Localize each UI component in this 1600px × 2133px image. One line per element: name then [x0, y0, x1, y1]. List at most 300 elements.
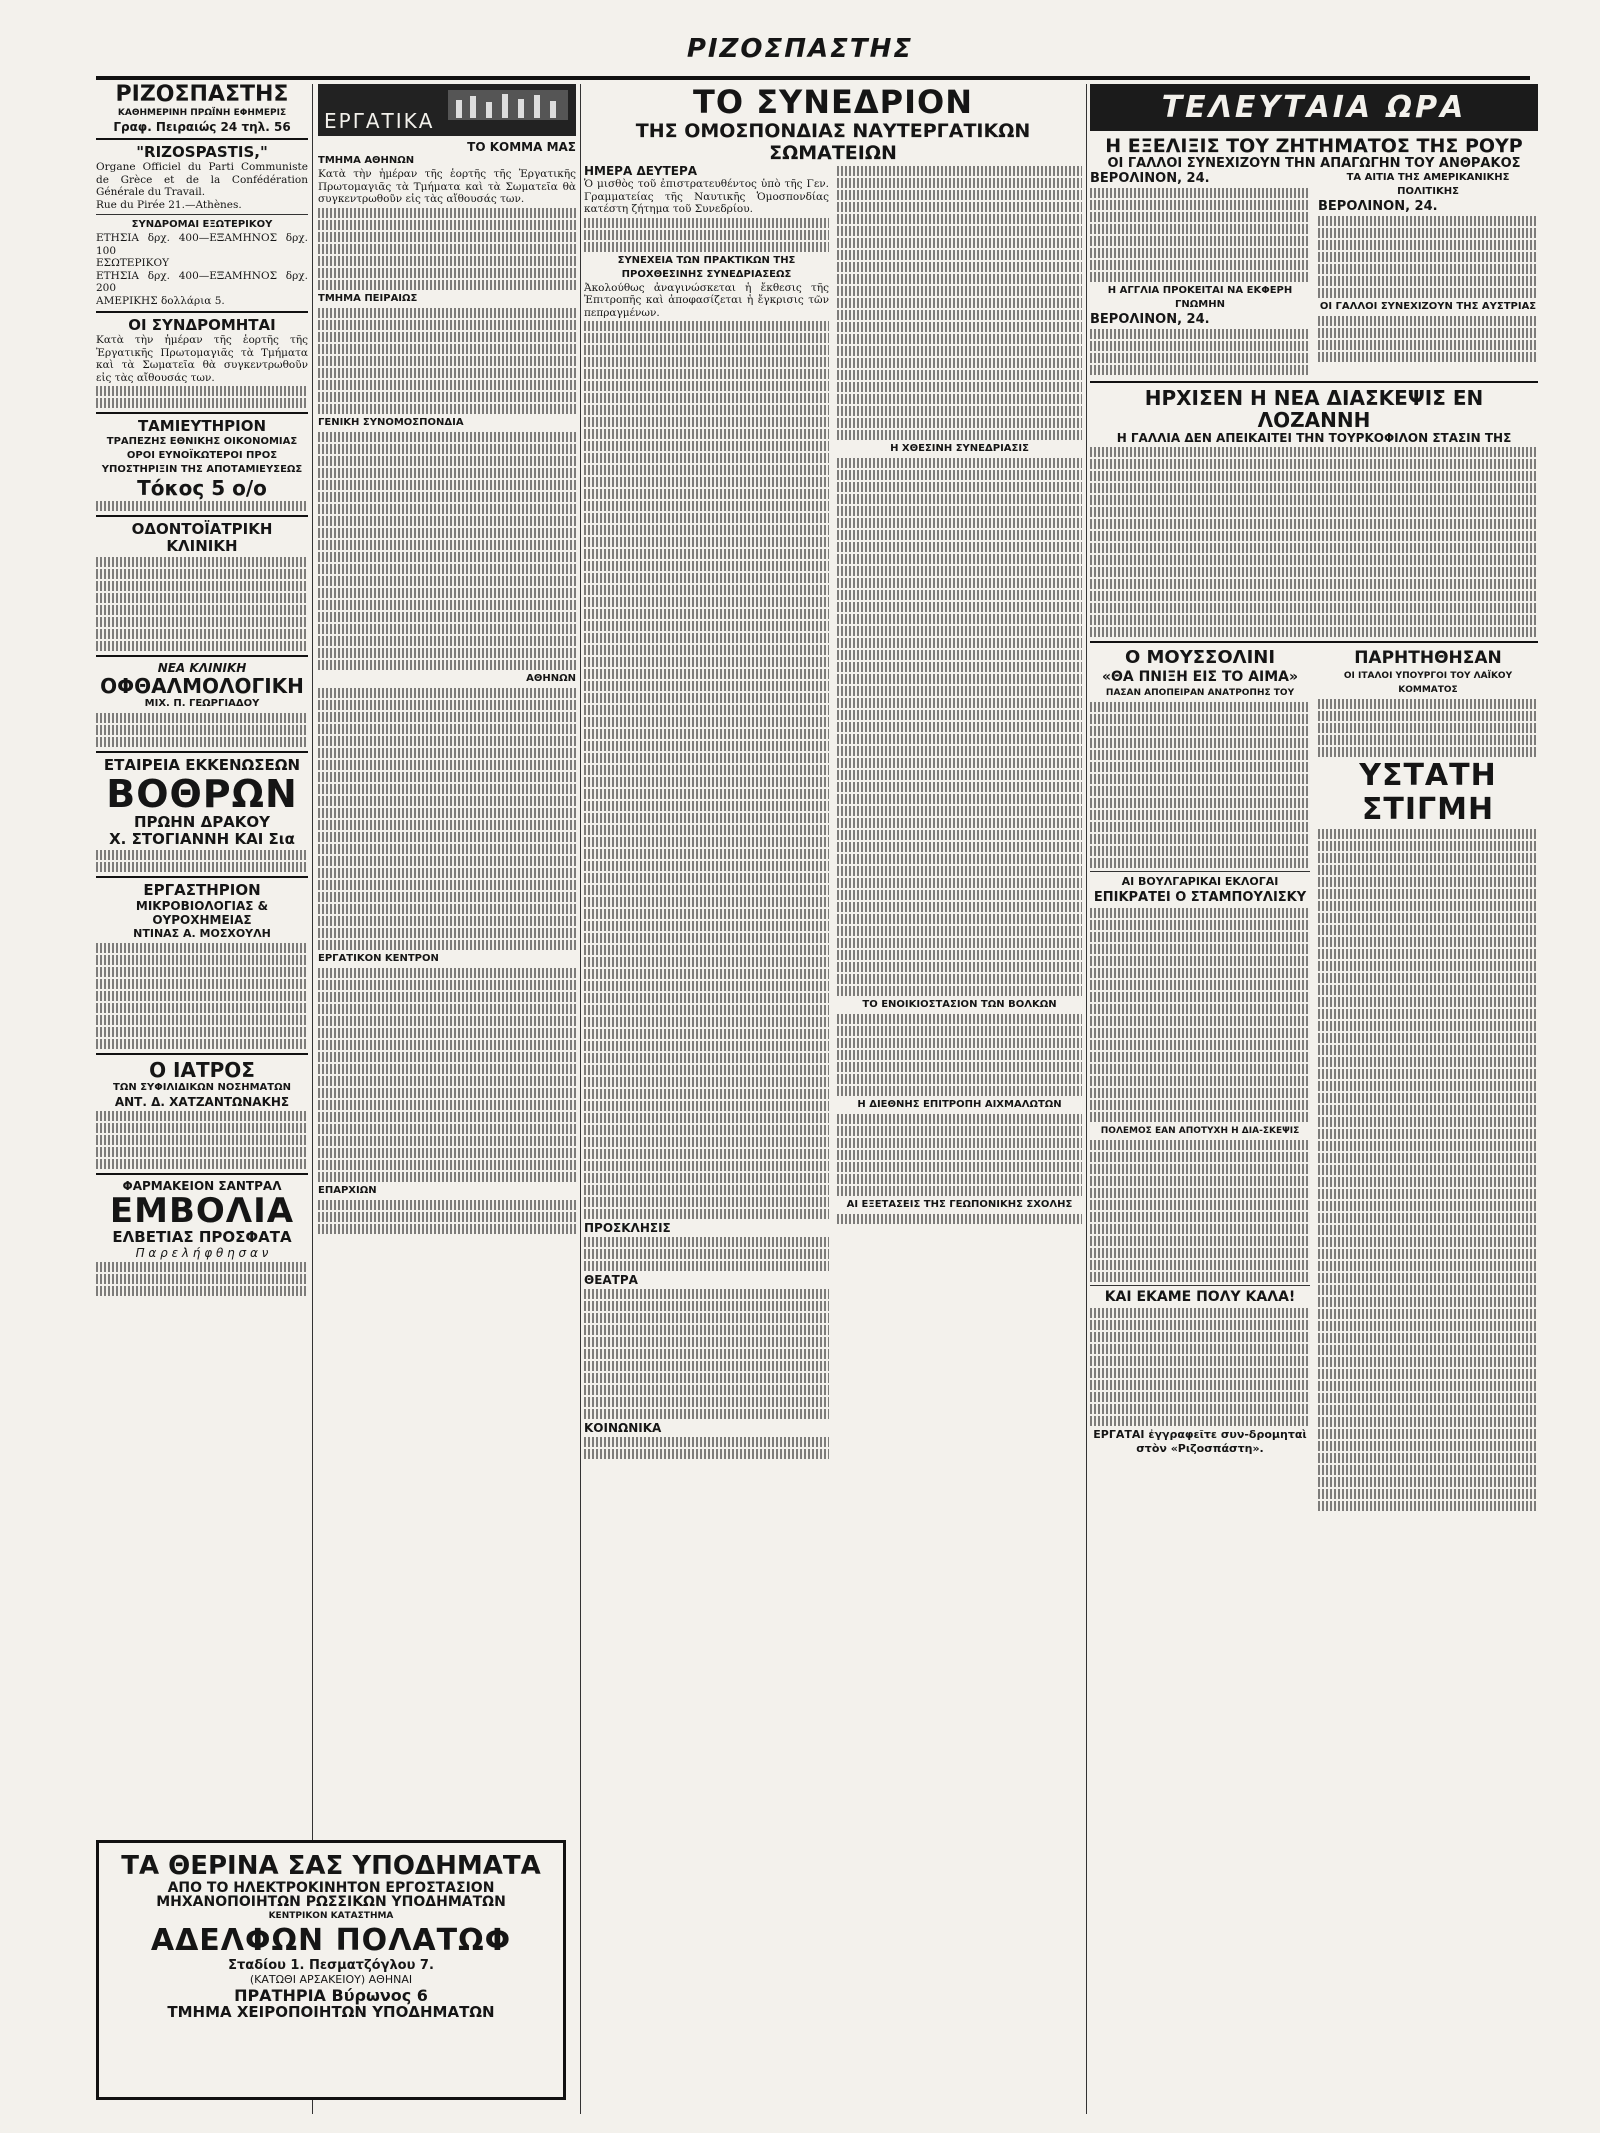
text-block — [96, 1015, 308, 1025]
text-block — [584, 849, 829, 859]
col4-h-gallia: Η ΓΑΛΛΙΑ ΔΕΝ ΑΠΕΙΚΑΙΤΕΙ ΤΗΝ ΤΟΥΡΚΟΦΙΛΟΝ ΣΤΑΣΙΝ ΤΗΣ — [1116, 431, 1512, 445]
text-block — [584, 789, 829, 799]
divider — [96, 311, 308, 313]
text-block — [1090, 1076, 1310, 1086]
text-block — [1318, 328, 1538, 338]
text-block — [584, 717, 829, 727]
col1-stogianni: Χ. ΣΤΟΓΙΑΝΝΗ ΚΑΙ Σια — [109, 830, 295, 848]
text-block — [1318, 1201, 1538, 1211]
text-block — [318, 308, 576, 318]
text-block — [1090, 834, 1310, 844]
text-block — [1318, 1345, 1538, 1355]
text-block — [584, 489, 829, 499]
text-block — [1318, 1429, 1538, 1439]
col3-prosklisis: ΠΡΟΣΚΛΗΣΙΣ — [584, 1221, 671, 1235]
shoe-advertisement — [96, 1840, 566, 2100]
text-block — [584, 1053, 829, 1063]
col4-top-right — [1318, 171, 1538, 377]
text-block — [1090, 908, 1310, 918]
text-block — [1090, 1028, 1310, 1038]
text-block — [837, 986, 1082, 996]
ad-line6: Σταδίου 1. Πεσματζόγλου 7. — [228, 1958, 434, 1973]
col2-ergatikon-kentron: ΕΡΓΑΤΙΚΟΝ ΚΕΝΤΡΟΝ — [318, 952, 439, 964]
text-block — [584, 801, 829, 811]
col1-nea-kliniki: ΝΕΑ ΚΛΙΝΙΚΗ — [157, 661, 247, 675]
col1-syndromitai: ΟΙ ΣΥΝΔΡΟΜΗΤΑΙ — [128, 316, 276, 334]
text-block — [96, 850, 308, 860]
text-block — [584, 825, 829, 835]
col4-top-left — [1090, 171, 1310, 377]
text-block — [96, 725, 308, 735]
text-block — [318, 1064, 576, 1074]
masthead — [0, 34, 1600, 74]
text-block — [1318, 1285, 1538, 1295]
text-block — [318, 332, 576, 342]
text-block — [1090, 1272, 1310, 1282]
text-block — [584, 1385, 829, 1395]
text-block — [1318, 841, 1538, 851]
text-block — [96, 605, 308, 615]
text-block — [318, 564, 576, 574]
col3-p2: Ὁ μισθὸς τοῦ ἐπιστρατευθέντος ὑπὸ τῆς Γεν. Γραμματείας τῆς Ναυτικῆς Ὁμοσπονδίας κατέστη ζήτημα τοῦ Συνεδρίου. — [584, 178, 829, 215]
text-block — [318, 636, 576, 646]
col4-h-mussolini: Ο ΜΟΥΣΣΟΛΙΝΙ — [1124, 647, 1276, 668]
divider — [96, 138, 308, 140]
text-block — [584, 1209, 829, 1219]
text-block — [837, 806, 1082, 816]
column-1 — [96, 84, 308, 2114]
text-block — [96, 581, 308, 591]
text-block — [584, 1017, 829, 1027]
text-block — [318, 1200, 576, 1210]
text-block — [1318, 288, 1538, 298]
text-block — [837, 698, 1082, 708]
divider — [96, 214, 308, 215]
text-block — [584, 1125, 829, 1135]
col4-h-rour: Η ΕΞΕΛΙΞΙΣ ΤΟΥ ΖΗΤΗΜΑΤΟΣ ΤΗΣ ΡΟΥΡ — [1105, 135, 1523, 157]
text-block — [318, 784, 576, 794]
text-block — [837, 178, 1082, 188]
text-block — [584, 357, 829, 367]
text-block — [1318, 228, 1538, 238]
col4-mid-right — [1318, 647, 1538, 1513]
col3-day: ΗΜΕΡΑ ΔΕΥΤΕΡΑ — [584, 164, 698, 178]
text-block — [584, 1101, 829, 1111]
text-block — [318, 868, 576, 878]
text-block — [1318, 925, 1538, 935]
text-block — [1090, 615, 1538, 625]
text-block — [584, 645, 829, 655]
text-block — [1090, 762, 1310, 772]
text-block — [1318, 1189, 1538, 1199]
text-block — [584, 1161, 829, 1171]
text-block — [584, 537, 829, 547]
text-block — [1090, 738, 1310, 748]
text-block — [1318, 1297, 1538, 1307]
text-block — [318, 748, 576, 758]
text-block — [837, 794, 1082, 804]
col1-title: ΡΙΖΟΣΠΑΣΤΗΣ — [115, 84, 289, 107]
text-block — [1090, 603, 1538, 613]
text-block — [1090, 846, 1310, 856]
text-block — [584, 501, 829, 511]
text-block — [837, 190, 1082, 200]
text-block — [837, 1214, 1082, 1224]
text-block — [318, 344, 576, 354]
text-block — [96, 1135, 308, 1145]
col2-p1: Κατὰ τὴν ἡμέραν τῆς ἑορτῆς τῆς Ἐργατικῆς Πρωτομαγιᾶς τὰ Τμήματα καὶ τὰ Σωματεῖα θὰ συγκεντρωθοῦν εἰς τὰς αἴθουσάς των. — [318, 168, 576, 205]
text-block — [837, 1186, 1082, 1196]
col3-title1: ΤΟ ΣΥΝΕΔΡΙΟΝ — [693, 84, 973, 121]
text-block — [1318, 1393, 1538, 1403]
text-block — [837, 1162, 1082, 1172]
col4-h-ystati: ΥΣΤΑΤΗ ΣΤΙΓΜΗ — [1359, 758, 1497, 827]
col1-tokos: Τόκος 5 ο/ο — [137, 476, 267, 500]
text-block — [318, 760, 576, 770]
text-block — [318, 1160, 576, 1170]
text-block — [1318, 711, 1538, 721]
text-block — [96, 979, 308, 989]
divider — [1090, 641, 1538, 643]
text-block — [584, 585, 829, 595]
text-block — [318, 1136, 576, 1146]
text-block — [584, 981, 829, 991]
text-block — [96, 737, 308, 747]
text-block — [1090, 1100, 1310, 1110]
text-block — [1318, 889, 1538, 899]
text-block — [318, 980, 576, 990]
text-block — [318, 540, 576, 550]
text-block — [1318, 1069, 1538, 1079]
text-block — [1090, 483, 1538, 493]
text-block — [1318, 340, 1538, 350]
column-rule — [580, 84, 581, 2114]
text-block — [1090, 579, 1538, 589]
text-block — [584, 1313, 829, 1323]
col1-elvetias: ΕΛΒΕΤΙΑΣ ΠΡΟΣΦΑΤΑ — [112, 1228, 292, 1246]
text-block — [1090, 341, 1310, 351]
text-block — [318, 648, 576, 658]
text-block — [318, 576, 576, 586]
text-block — [318, 992, 576, 1002]
text-block — [584, 1089, 829, 1099]
text-block — [584, 1113, 829, 1123]
col1-trapeza: ΤΡΑΠΕΖΗΣ ΕΘΝΙΚΗΣ ΟΙΚΟΝΟΜΙΑΣ — [106, 436, 298, 447]
text-block — [1090, 1140, 1310, 1150]
text-block — [1090, 1368, 1310, 1378]
text-block — [584, 393, 829, 403]
text-block — [1090, 1380, 1310, 1390]
text-block — [837, 274, 1082, 284]
text-block — [584, 693, 829, 703]
text-block — [96, 1286, 308, 1296]
text-block — [584, 230, 829, 240]
text-block — [584, 321, 829, 331]
text-block — [1318, 1117, 1538, 1127]
text-block — [584, 873, 829, 883]
text-block — [1318, 985, 1538, 995]
col4-aitia: ΤΑ ΑΙΤΙΑ ΤΗΣ ΑΜΕΡΙΚΑΝΙΚΗΣ ΠΟΛΙΤΙΚΗΣ — [1346, 172, 1510, 197]
text-block — [318, 1124, 576, 1134]
text-block — [584, 1337, 829, 1347]
text-block — [584, 993, 829, 1003]
text-block — [584, 765, 829, 775]
text-block — [1090, 920, 1310, 930]
text-block — [1318, 1249, 1538, 1259]
text-block — [1318, 1381, 1538, 1391]
text-block — [1318, 1093, 1538, 1103]
text-block — [837, 1114, 1082, 1124]
text-block — [1090, 495, 1538, 505]
text-block — [837, 322, 1082, 332]
text-block — [318, 220, 576, 230]
text-block — [96, 1262, 308, 1272]
text-block — [584, 861, 829, 871]
masthead-title: ΡΙΖΟΣΠΑΣΤΗΣ — [686, 34, 914, 64]
text-block — [584, 609, 829, 619]
col4-h-kalo: ΚΑΙ ΕΚΑΜΕ ΠΟΛΥ ΚΑΛΑ! — [1104, 1289, 1296, 1305]
text-block — [318, 268, 576, 278]
text-block — [318, 796, 576, 806]
text-block — [318, 380, 576, 390]
col4-mid-left — [1090, 647, 1310, 1513]
column-rule — [1086, 84, 1087, 2114]
col1-mikrobiologias: ΜΙΚΡΟΒΙΟΛΟΓΙΑΣ & ΟΥΡΟΧΗΜΕΙΑΣ — [135, 899, 269, 927]
text-block — [318, 1100, 576, 1110]
text-block — [584, 465, 829, 475]
text-block — [1318, 1465, 1538, 1475]
text-block — [318, 1112, 576, 1122]
text-block — [584, 597, 829, 607]
col2-eparchion: ΕΠΑΡΧΙΩΝ — [318, 1184, 377, 1196]
text-block — [96, 1003, 308, 1013]
text-block — [837, 854, 1082, 864]
text-block — [837, 614, 1082, 624]
text-block — [584, 813, 829, 823]
divider — [96, 876, 308, 878]
col3-exetaseis: ΑΙ ΕΞΕΤΑΣΕΙΣ ΤΗΣ ΓΕΩΠΟΝΙΚΗΣ ΣΧΟΛΗΣ — [846, 1199, 1073, 1210]
text-block — [584, 909, 829, 919]
text-block — [1090, 1224, 1310, 1234]
text-block — [584, 1041, 829, 1051]
text-block — [837, 1050, 1082, 1060]
text-block — [837, 914, 1082, 924]
col1-chatzantonakis: ΑΝΤ. Δ. ΧΑΤΖΑΝΤΩΝΑΚΗΣ — [114, 1095, 290, 1109]
col4-berlin3: ΒΕΡΟΛΙΝΟΝ, 24. — [1318, 199, 1438, 214]
col1-organ: Organe Officiel du Parti Communiste de Grèce et de la Confédération Générale du Travail. — [96, 161, 308, 198]
text-block — [318, 552, 576, 562]
text-block — [96, 398, 308, 408]
text-block — [584, 945, 829, 955]
col1-tamieutirion: ΤΑΜΙΕΥΤΗΡΙΟΝ — [137, 417, 267, 435]
text-block — [837, 758, 1082, 768]
col1-ergastirion: ΕΡΓΑΣΤΗΡΙΟΝ — [143, 881, 261, 899]
text-block — [1090, 714, 1310, 724]
text-block — [1318, 216, 1538, 226]
text-block — [318, 820, 576, 830]
text-block — [1090, 353, 1310, 363]
text-block — [1090, 1188, 1310, 1198]
text-block — [837, 674, 1082, 684]
text-block — [584, 729, 829, 739]
col4-polemos: ΠΟΛΕΜΟΣ ΕΑΝ ΑΠΟΤΥΧΗ Η ΔΙΑ-ΣΚΕΨΙΣ — [1100, 1126, 1300, 1136]
ad-line9: ΤΜΗΜΑ ΧΕΙΡΟΠΟΙΗΤΩΝ ΥΠΟΔΗΜΑΤΩΝ — [167, 2003, 495, 2021]
text-block — [584, 1029, 829, 1039]
col1-odontiatriki: ΟΔΟΝΤΟΪΑΤΡΙΚΗ ΚΛΙΝΙΚΗ — [131, 520, 273, 555]
text-block — [584, 1185, 829, 1195]
ad-line5: ΑΔΕΛΦΩΝ ΠΟΛΑΤΩΦ — [150, 1923, 512, 1958]
text-block — [584, 429, 829, 439]
text-block — [1318, 240, 1538, 250]
col1-subs4: ΑΜΕΡΙΚΗΣ δολλάρια 5. — [96, 294, 225, 307]
text-block — [1318, 1309, 1538, 1319]
text-block — [837, 662, 1082, 672]
text-block — [1318, 1165, 1538, 1175]
col4-berlin1: ΒΕΡΟΛΙΝΟΝ, 24. — [1090, 171, 1210, 186]
text-block — [1090, 944, 1310, 954]
text-block — [318, 432, 576, 442]
text-block — [1090, 591, 1538, 601]
col1-subtitle: ΚΑΘΗΜΕΡΙΝΗ ΠΡΩΪΝΗ ΕΦΗΜΕΡΙΣ — [117, 108, 287, 118]
col3-right — [837, 164, 1082, 1461]
text-block — [1090, 822, 1310, 832]
text-block — [1318, 1405, 1538, 1415]
text-block — [96, 713, 308, 723]
text-block — [584, 897, 829, 907]
col1-georgiou: ΜΙΧ. Π. ΓΕΩΡΓΙΑΔΟΥ — [144, 698, 260, 709]
col4-gall-austrias: ΟΙ ΓΑΛΛΟΙ ΣΥΝΕΧΙΖΟΥΝ ΤΗΣ ΑΥΣΤΡΙΑΣ — [1319, 301, 1537, 312]
text-block — [318, 404, 576, 414]
text-block — [584, 837, 829, 847]
col4-h-paraitithesan: ΠΑΡΗΤΗΘΗΣΑΝ — [1354, 648, 1502, 668]
col3-theatra: ΘΕΑΤΡΑ — [584, 1273, 638, 1287]
text-block — [96, 501, 308, 511]
text-block — [584, 777, 829, 787]
text-block — [96, 1274, 308, 1284]
text-block — [837, 830, 1082, 840]
text-block — [318, 772, 576, 782]
text-block — [837, 818, 1082, 828]
text-block — [1090, 786, 1310, 796]
text-block — [96, 955, 308, 965]
text-block — [584, 417, 829, 427]
text-block — [1090, 272, 1310, 282]
text-block — [1318, 1441, 1538, 1451]
col2-athinon: ΑΘΗΝΩΝ — [526, 672, 576, 684]
divider — [1090, 381, 1538, 383]
text-block — [1090, 858, 1310, 868]
text-block — [1318, 949, 1538, 959]
text-block — [584, 1077, 829, 1087]
text-block — [1090, 555, 1538, 565]
text-block — [318, 356, 576, 366]
text-block — [1090, 543, 1538, 553]
col1-subs3: ΕΤΗΣΙΑ δρχ. 400—ΕΞΑΜΗΝΟΣ δρχ. 200 — [96, 269, 308, 294]
text-block — [1318, 997, 1538, 1007]
col2-geniki: ΓΕΝΙΚΗ ΣΥΝΟΜΟΣΠΟΝΔΙΑ — [318, 416, 464, 428]
text-block — [1090, 1332, 1310, 1342]
text-block — [1090, 1164, 1310, 1174]
text-block — [1090, 750, 1310, 760]
text-block — [1318, 937, 1538, 947]
text-block — [837, 214, 1082, 224]
text-block — [837, 1038, 1082, 1048]
text-block — [1090, 329, 1310, 339]
text-block — [1318, 1153, 1538, 1163]
text-block — [1318, 316, 1538, 326]
text-block — [837, 406, 1082, 416]
text-block — [837, 770, 1082, 780]
text-block — [1318, 865, 1538, 875]
text-block — [1090, 774, 1310, 784]
col3-enoikiostasion: ΤΟ ΕΝΟΙΚΙΟΣΤΑΣΙΟΝ ΤΩΝ ΒΟΛΚΩΝ — [862, 999, 1057, 1010]
text-block — [584, 1289, 829, 1299]
text-block — [837, 298, 1082, 308]
divider — [1090, 871, 1310, 872]
text-block — [318, 480, 576, 490]
text-block — [1318, 1273, 1538, 1283]
text-block — [837, 890, 1082, 900]
text-block — [837, 866, 1082, 876]
text-block — [318, 892, 576, 902]
col3-title2: ΤΗΣ ΟΜΟΣΠΟΝΔΙΑΣ ΝΑΥΤΕΡΓΑΤΙΚΩΝ ΣΩΜΑΤΕΙΩΝ — [635, 120, 1031, 164]
col4-h-pasa: ΠΑΣΑΝ ΑΠΟΠΕΙΡΑΝ ΑΝΑΤΡΟΠΗΣ ΤΟΥ — [1105, 688, 1295, 698]
text-block — [1090, 1016, 1310, 1026]
text-block — [837, 1086, 1082, 1096]
text-block — [1318, 723, 1538, 733]
text-block — [837, 974, 1082, 984]
text-block — [96, 593, 308, 603]
text-block — [837, 938, 1082, 948]
text-block — [584, 513, 829, 523]
text-block — [837, 950, 1082, 960]
text-block — [1318, 1357, 1538, 1367]
text-block — [584, 885, 829, 895]
text-block — [1090, 1416, 1310, 1426]
text-block — [584, 525, 829, 535]
text-block — [318, 456, 576, 466]
text-block — [318, 1148, 576, 1158]
text-block — [96, 862, 308, 872]
text-block — [1090, 1248, 1310, 1258]
divider — [96, 515, 308, 517]
text-block — [837, 1150, 1082, 1160]
text-block — [96, 1159, 308, 1169]
col4-h-epikratei: ΕΠΙΚΡΑΤΕΙ Ο ΣΤΑΜΠΟΥΛΙΣΚΥ — [1093, 890, 1307, 905]
text-block — [1318, 1105, 1538, 1115]
text-block — [837, 1026, 1082, 1036]
text-block — [318, 232, 576, 242]
text-block — [837, 554, 1082, 564]
text-block — [1318, 1057, 1538, 1067]
text-block — [837, 482, 1082, 492]
text-block — [584, 573, 829, 583]
text-block — [584, 477, 829, 487]
text-block — [837, 686, 1082, 696]
text-block — [1090, 1392, 1310, 1402]
text-block — [1090, 726, 1310, 736]
text-block — [1090, 1200, 1310, 1210]
text-block — [584, 741, 829, 751]
text-block — [837, 710, 1082, 720]
col1-emvolia: ΕΜΒΟΛΙΑ — [109, 1191, 295, 1231]
ad-line1: ΤΑ ΘΕΡΙΝΑ ΣΑΣ ΥΠΟΔΗΜΑΤΑ — [121, 1851, 541, 1881]
text-block — [318, 808, 576, 818]
text-block — [1318, 1237, 1538, 1247]
text-block — [584, 1449, 829, 1459]
col4-h-pnixi: «ΘΑ ΠΝΙΞΗ ΕΙΣ ΤΟ ΑΙΜΑ» — [1101, 669, 1299, 685]
col1-address: Γραφ. Πειραιώς 24 τηλ. 56 — [113, 120, 291, 134]
